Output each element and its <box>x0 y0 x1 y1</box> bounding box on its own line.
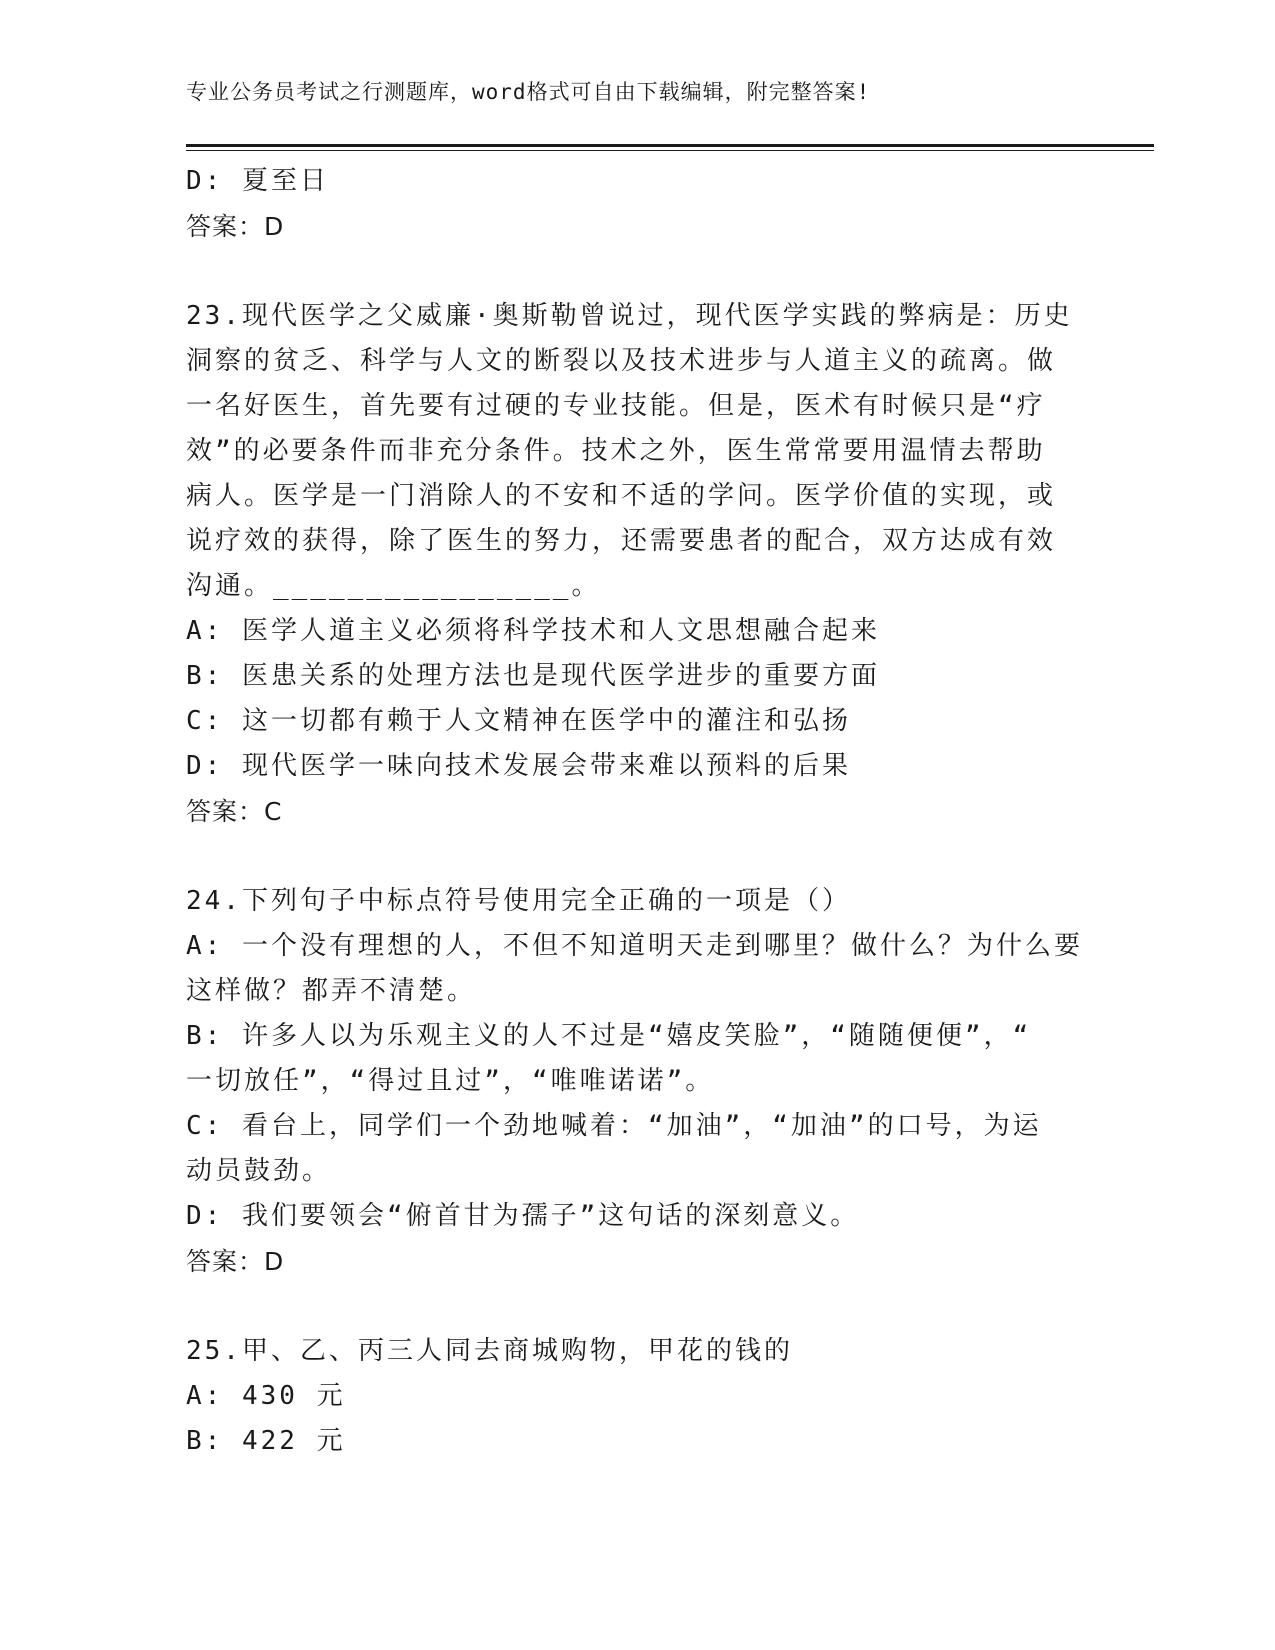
document-body <box>186 159 1086 1464</box>
q24-stem: 24.下列句子中标点符号使用完全正确的一项是（） <box>186 886 851 916</box>
q25-option-b: B: 422 元 <box>186 1426 346 1456</box>
q23-option-d: D: 现代医学一味向技术发展会带来难以预料的后果 <box>186 751 851 781</box>
q23-option-b: B: 医患关系的处理方法也是现代医学进步的重要方面 <box>186 661 880 691</box>
q24-option-b-cont: 一切放任”，“得过且过”，“唯唯诺诺”。 <box>186 1066 715 1096</box>
q24-option-a-cont: 这样做？都弄不清楚。 <box>186 976 477 1006</box>
q23-stem-line: 一名好医生，首先要有过硬的专业技能。但是，医术有时候只是“疗 <box>186 391 1046 421</box>
q25-option-a: A: 430 元 <box>186 1381 346 1411</box>
page-header: 专业公务员考试之行测题库，word格式可自由下载编辑，附完整答案! <box>186 80 871 104</box>
spacer <box>186 249 1086 294</box>
q23-stem-line: 洞察的贫乏、科学与人文的断裂以及技术进步与人道主义的疏离。做 <box>186 346 1057 376</box>
q24-answer: 答案：D <box>186 1247 285 1276</box>
q22-answer: 答案：D <box>186 212 285 241</box>
q23-stem-line: 说疗效的获得，除了医生的努力，还需要患者的配合，双方达成有效 <box>186 526 1057 556</box>
spacer <box>186 834 1086 879</box>
q23-stem-line: 沟通。________________。 <box>186 571 601 601</box>
question-25 <box>186 1329 1086 1464</box>
q22-option-d: D: 夏至日 <box>186 166 329 196</box>
q24-option-b: B: 许多人以为乐观主义的人不过是“嬉皮笑脸”，“随随便便”，“ <box>186 1021 1032 1051</box>
q24-option-d: D: 我们要领会“俯首甘为孺子”这句话的深刻意义。 <box>186 1201 860 1231</box>
q24-option-c: C: 看台上，同学们一个劲地喊着：“加油”，“加油”的口号，为运 <box>186 1111 1042 1141</box>
q24-option-a: A: 一个没有理想的人，不但不知道明天走到哪里？做什么？为什么要 <box>186 931 1083 961</box>
question-23 <box>186 294 1086 834</box>
q23-stem-line: 病人。医学是一门消除人的不安和不适的学问。医学价值的实现，或 <box>186 481 1057 511</box>
q23-answer: 答案：C <box>186 797 283 826</box>
header-divider-thick <box>186 144 1154 147</box>
q23-option-c: C: 这一切都有赖于人文精神在医学中的灌注和弘扬 <box>186 706 851 736</box>
header-divider-thin <box>186 150 1154 151</box>
q23-stem-line: 效”的必要条件而非充分条件。技术之外，医生常常要用温情去帮助 <box>186 436 1046 466</box>
q23-option-a: A: 医学人道主义必须将科学技术和人文思想融合起来 <box>186 616 880 646</box>
question-24 <box>186 879 1086 1284</box>
q24-option-c-cont: 动员鼓劲。 <box>186 1156 332 1186</box>
q25-stem: 25.甲、乙、丙三人同去商城购物，甲花的钱的 <box>186 1336 793 1366</box>
q23-stem-line: 23.现代医学之父威廉·奥斯勒曾说过，现代医学实践的弊病是：历史 <box>186 301 1073 331</box>
spacer <box>186 1284 1086 1329</box>
